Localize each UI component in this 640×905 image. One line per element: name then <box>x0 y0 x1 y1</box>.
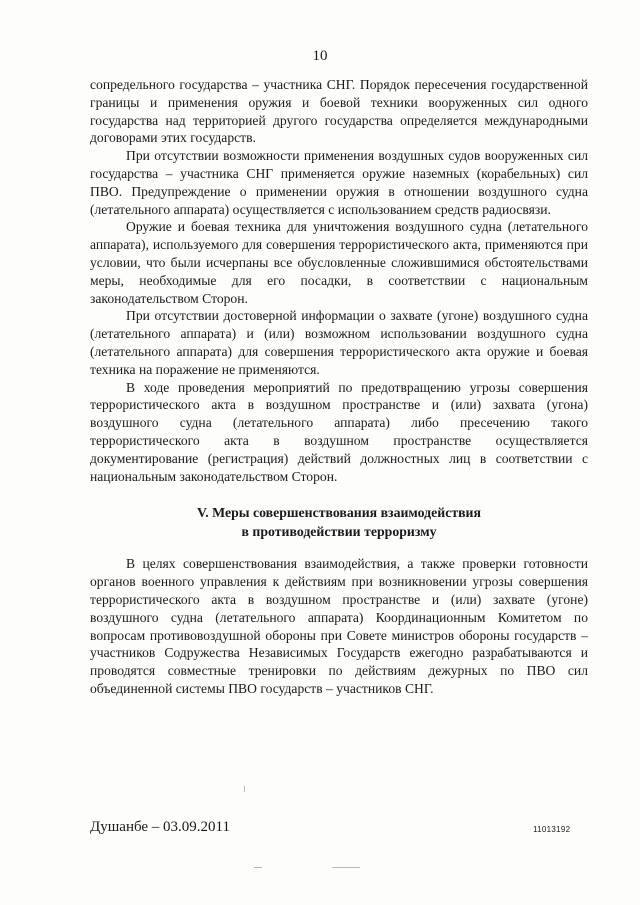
paragraph: При отсутствии возможности применения воздушных судов вооруженных сил государства – участника СНГ применяется оружие наземных (корабельных) сил ПВО. Предупреждение о применении оружия в отношении воздушного судна (летательного аппарата) осуществляется с использованием средств радиосвязи. <box>90 148 588 217</box>
document-body <box>90 76 588 698</box>
paragraph: При отсутствии достоверной информации о захвате (угоне) воздушного судна (летательного аппарата) и (или) возможном использовании воздушного судна (летательного аппарата) для совершения террористического акта оружие и боевая техника на поражение не применяются. <box>90 308 588 377</box>
page-number: 10 <box>312 48 328 64</box>
footer-place-date: Душанбе – 03.09.2011 <box>90 819 231 835</box>
section-heading-line: V. Меры совершенствования взаимодействия <box>197 505 481 521</box>
section-heading-line: в противодействии терроризму <box>241 524 437 540</box>
section-heading <box>90 503 588 541</box>
scan-speck <box>244 786 245 792</box>
section-paragraph: В целях совершенствования взаимодействия, а также проверки готовности органов военного управления к действиям при возникновении угрозы совершения террористического акта в воздушном пространстве и (или) захвате (угоне) воздушного судна (летательного аппарата) Координационным Комитетом по вопросам противовоздушной обороны при Совете министров обороны государств – участников Содружества Независимых Государств ежегодно разрабатываются и проводятся совместные тренировки по действиям дежурных по ПВО сил объединенной системы ПВО государств – участников СНГ. <box>90 556 588 696</box>
paragraph: сопредельного государства – участника СНГ. Порядок пересечения государственной границы и применения оружия и боевой техники вооруженных сил одного государства над территорией другого государства определяется международными договорами этих государств. <box>90 77 588 146</box>
footer-doc-code: 11013192 <box>533 825 571 834</box>
paragraph: Оружие и боевая техника для уничтожения воздушного судна (летательного аппарата), используемого для совершения террористического акта, применяются при условии, что были исчерпаны все обусловленные сложившимися обстоятельствами меры, необходимые для его посадки, в соответствии с национальным законодательством Сторон. <box>90 219 588 306</box>
scan-speck <box>254 867 262 868</box>
paragraph: В ходе проведения мероприятий по предотвращению угрозы совершения террористического акта в воздушном пространстве и (или) захвата (угона) воздушного судна (летательного аппарата) либо пресечению такого террористического акта в воздушном пространстве осуществляется документирование (регистрация) действий должностных лиц в соответствии с национальным законодательством Сторон. <box>90 379 588 484</box>
scan-speck <box>332 867 360 868</box>
